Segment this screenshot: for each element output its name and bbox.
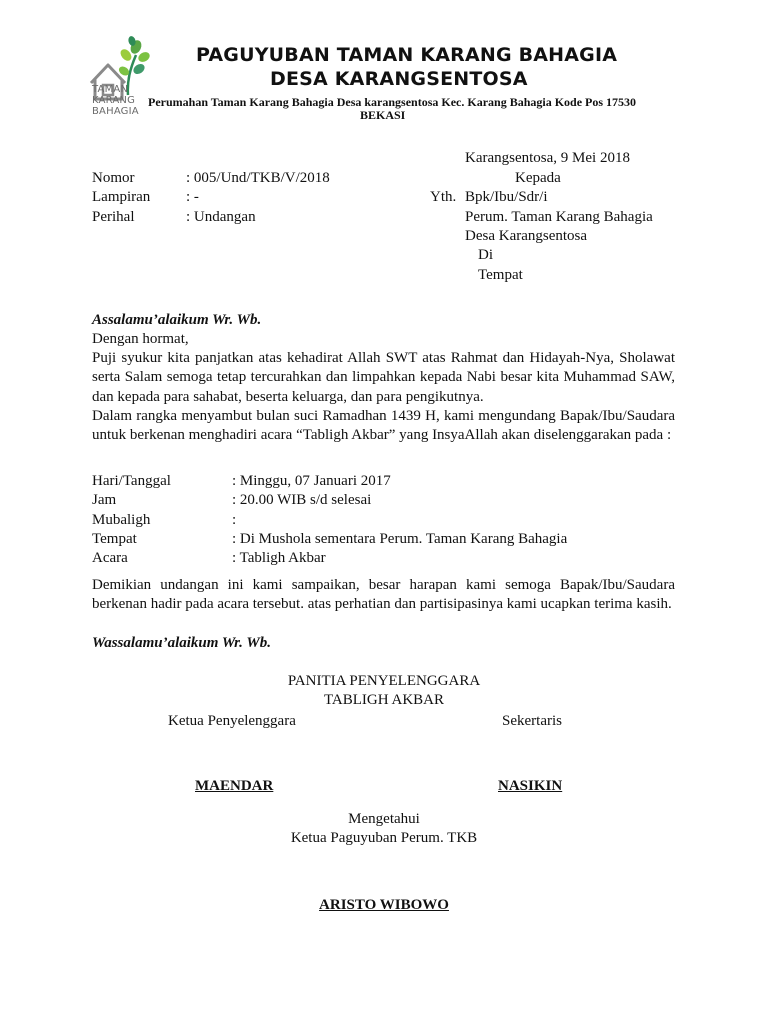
detail-label: Acara bbox=[92, 550, 128, 566]
secretary-name: NASIKIN bbox=[498, 778, 563, 794]
recipient-line: Di bbox=[478, 247, 493, 263]
paragraph-invitation: Dalam rangka menyambut bulan suci Ramadhan 1439 H, kami mengundang Bapak/Ibu/Saudara untuk berkenan menghadiri acara “Tabligh Akbar” yang InsyaAllah akan diselenggarakan pada : bbox=[92, 408, 675, 444]
chair-title: Ketua Penyelenggara bbox=[168, 713, 296, 729]
field-label: Perihal bbox=[92, 209, 135, 225]
recipient-line: Desa Karangsentosa bbox=[465, 228, 588, 244]
detail-value: : Tabligh Akbar bbox=[232, 550, 326, 566]
detail-value: : bbox=[232, 512, 237, 528]
detail-label: Hari/Tanggal bbox=[92, 473, 171, 489]
letterhead-title-line1: PAGUYUBAN TAMAN KARANG BAHAGIA bbox=[196, 44, 618, 66]
secretary-title: Sekertaris bbox=[502, 713, 562, 729]
detail-label: Tempat bbox=[92, 531, 137, 547]
greeting: Assalamu’alaikum Wr. Wb. bbox=[92, 312, 262, 328]
place-date: Karangsentosa, 9 Mei 2018 bbox=[465, 150, 630, 166]
opening: Dengan hormat, bbox=[92, 331, 189, 347]
logo-text-line2: KARANG bbox=[92, 95, 136, 106]
detail-label: Jam bbox=[92, 492, 117, 508]
chair-name: MAENDAR bbox=[195, 778, 274, 794]
detail-value: : Minggu, 07 Januari 2017 bbox=[232, 473, 391, 489]
detail-label: Mubaligh bbox=[92, 512, 151, 528]
detail-value: : 20.00 WIB s/d selesai bbox=[232, 492, 372, 508]
recipient-line: Bpk/Ibu/Sdr/i bbox=[465, 189, 548, 205]
letterhead-address: Perumahan Taman Karang Bahagia Desa karangsentosa Kec. Karang Bahagia Kode Pos 17530 bbox=[148, 95, 637, 109]
field-label: Lampiran bbox=[92, 189, 151, 205]
field-value: : Undangan bbox=[186, 209, 256, 225]
letterhead-city: BEKASI bbox=[360, 108, 406, 122]
head-name: ARISTO WIBOWO bbox=[319, 897, 449, 913]
acknowledged-label: Mengetahui bbox=[348, 811, 420, 827]
to-label: Kepada bbox=[515, 170, 561, 186]
logo-text-line3: BAHAGIA bbox=[92, 106, 139, 117]
recipient-line: Perum. Taman Karang Bahagia bbox=[465, 209, 653, 225]
letterhead-title-line2: DESA KARANGSENTOSA bbox=[270, 68, 528, 90]
detail-value: : Di Mushola sementara Perum. Taman Karang Bahagia bbox=[232, 531, 568, 547]
recipient-line: Tempat bbox=[478, 267, 523, 283]
committee-subtitle: TABLIGH AKBAR bbox=[323, 692, 445, 708]
field-value: : - bbox=[186, 189, 199, 205]
yth-label: Yth. bbox=[430, 189, 457, 205]
head-title: Ketua Paguyuban Perum. TKB bbox=[290, 830, 478, 846]
paragraph-praise: Puji syukur kita panjatkan atas kehadirat Allah SWT atas Rahmat dan Hidayah-Nya, Sholawat serta Salam semoga tetap tercurahkan dan limpahkan kepada Nabi besar kita Muhammad SAW, dan kepada para sahabat, beserta keluarga, dan para pengikutnya. bbox=[92, 350, 675, 405]
field-label: Nomor bbox=[92, 170, 135, 186]
paragraph-closing: Demikian undangan ini kami sampaikan, besar harapan kami semoga Bapak/Ibu/Saudara berkenan hadir pada acara tersebut. atas perhatian dan partisipasinya kami ucapkan terima kasih. bbox=[92, 577, 675, 613]
farewell: Wassalamu’alaikum Wr. Wb. bbox=[92, 635, 271, 651]
committee-title: PANITIA PENYELENGGARA bbox=[287, 673, 481, 689]
logo-text-line1: TAMAN bbox=[92, 84, 129, 95]
field-value: : 005/Und/TKB/V/2018 bbox=[186, 170, 330, 186]
